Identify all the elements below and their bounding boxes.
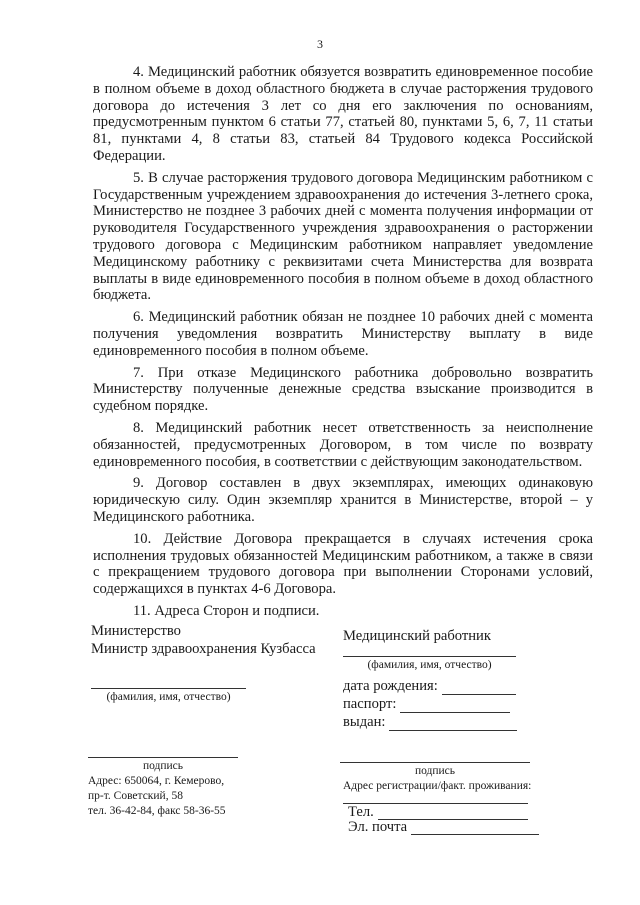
ministry-title: Министерство [91,623,181,639]
paragraph-8: 8. Медицинский работник несет ответственность за неисполнение обязанностей, предусмотренных Договором, в том числе по возврату единовременного пособия, в соответствии с действующим законодательством. [93,419,593,470]
worker-signature-caption: подпись [414,765,456,777]
paragraph-10: 10. Действие Договора прекращается в случаях истечения срока исполнения трудовых обязанностей Медицинским работником, а также в связи с прекращением трудового договора при выполнении Сторонами условий, содержащихся в пунктах 4-6 Договора. [93,530,593,598]
passport-line [400,698,510,713]
birth-date-label: дата рождения: [343,678,438,694]
issued-label: выдан: [343,714,386,730]
worker-email-line [411,822,539,835]
paragraph-5: 5. В случае расторжения трудового договора Медицинским работником с Государственным учреждением здравоохранения до истечения 3-летнего срока, Министерство не позднее 3 рабочих дней с момента получения информации от руководителя Государственного учреждения здравоохранения о расторжении трудового договора с Медицинским работником направляет уведомление Медицинскому работнику с реквизитами счета Министерства для возврата выплаты в виде единовременного пособия в полном объеме в доход областного бюджета. [93,169,593,304]
paragraph-9: 9. Договор составлен в двух экземплярах, имеющих одинаковую юридическую силу. Один экземпляр хранится в Министерстве, второй – у Медицинского работника. [93,475,593,525]
worker-address-label: Адрес регистрации/факт. проживания: [343,780,532,792]
ministry-signature-caption: подпись [142,760,184,772]
paragraph-7: 7. При отказе Медицинского работника добровольно возвратить Министерству полученные денежные средства взыскание производится в судебном порядке. [93,364,593,415]
passport-field [343,696,510,713]
ministry-address-line1: Адрес: 650064, г. Кемерово, [88,775,225,787]
ministry-phone: тел. 36-42-84, факс 58-36-55 [88,805,226,817]
birth-date-field [343,678,516,695]
issued-field [343,714,517,731]
worker-phone-field [348,805,528,820]
worker-name-caption: (фамилия, имя, отчество) [367,659,492,671]
issued-line [389,716,517,731]
worker-title: Медицинский работник [343,628,491,644]
ministry-signature-line [88,757,238,758]
worker-signature-line [340,762,530,763]
page-number: 3 [317,37,323,51]
worker-name-line [343,656,516,657]
minister-title: Министр здравоохранения Кузбасса [91,641,316,657]
ministry-address-line2: пр-т. Советский, 58 [88,790,183,802]
birth-date-line [442,680,516,695]
ministry-name-line [91,688,246,689]
paragraph-6: 6. Медицинский работник обязан не позднее 10 рабочих дней с момента получения уведомления возвратить Министерству выплату в виде единовременного пособия в полном объеме. [93,309,593,359]
paragraph-11: 11. Адреса Сторон и подписи. [133,602,320,619]
worker-phone-label: Тел. [348,804,374,820]
ministry-name-caption: (фамилия, имя, отчество) [106,691,231,703]
worker-email-label: Эл. почта [348,819,408,835]
contract-body [93,64,593,620]
passport-label: паспорт: [343,696,397,712]
paragraph-4: 4. Медицинский работник обязуется возвратить единовременное пособие в полном объеме в доход областного бюджета в случае расторжения трудового договора до истечения 3 лет со дня его заключения по основаниям, предусмотренным пунктом 6 статьи 77, статьей 80, пунктами 5, 6, 7, 11 статьи 81, пунктами 4, 8 статьи 83, статьей 84 Трудового кодекса Российской Федерации. [93,64,593,164]
worker-email-field [348,820,539,835]
